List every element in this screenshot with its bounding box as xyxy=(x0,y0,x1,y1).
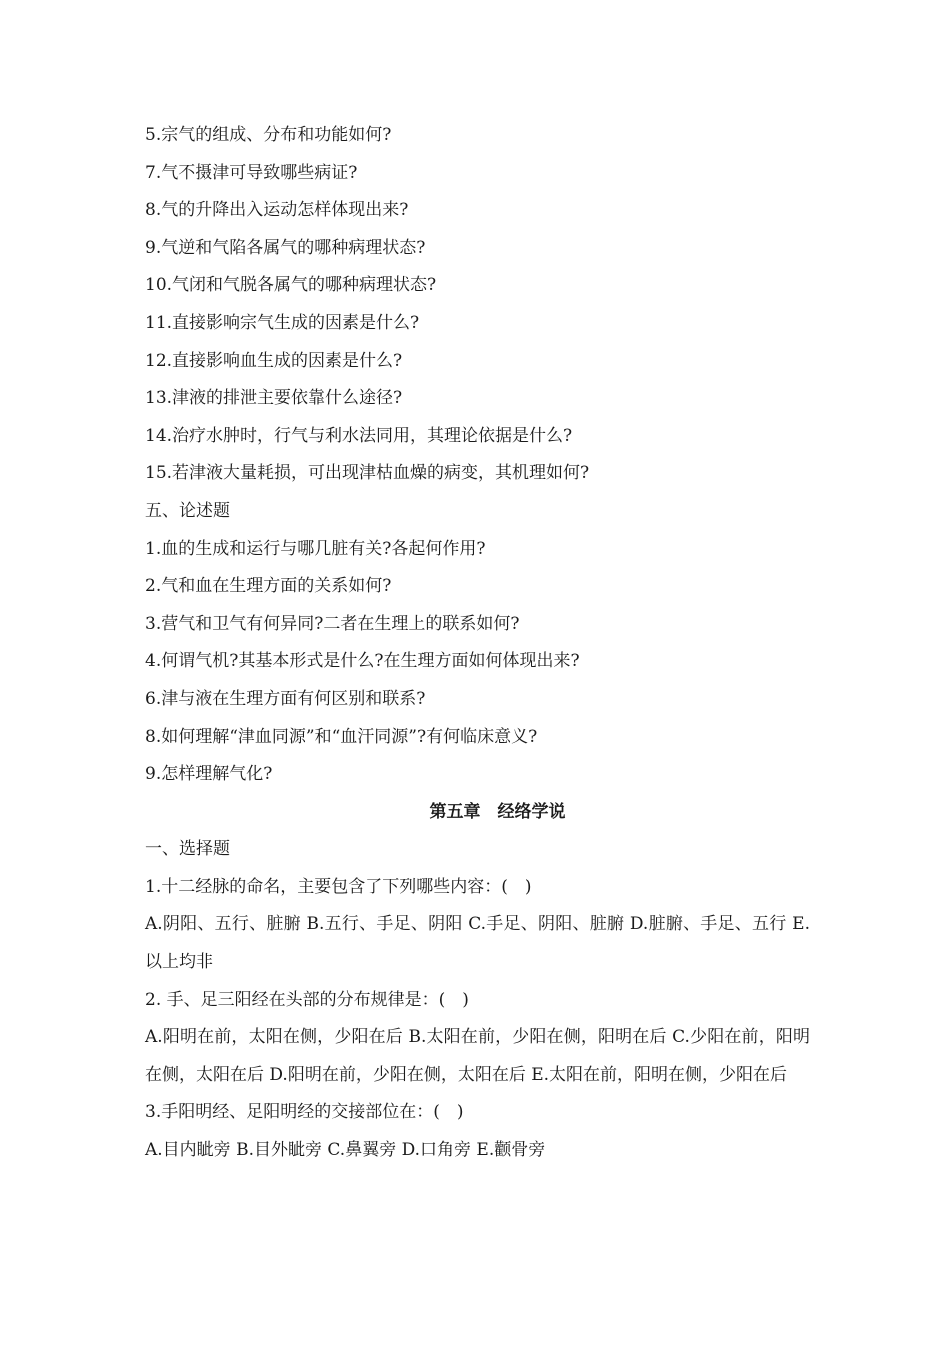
chapter-title: 第五章 经络学说 xyxy=(429,801,566,822)
essay-question: 9.怎样理解气化? xyxy=(145,764,273,785)
short-answer-question: 11.直接影响宗气生成的因素是什么? xyxy=(145,312,420,333)
short-answer-question: 13.津液的排泄主要依靠什么途径? xyxy=(145,388,403,409)
short-answer-question: 14.治疗水肿时，行气与利水法同用，其理论依据是什么? xyxy=(145,425,573,446)
short-answer-question: 10.气闭和气脱各属气的哪种病理状态? xyxy=(145,275,437,296)
short-answer-question: 12.直接影响血生成的因素是什么? xyxy=(145,350,403,371)
choice-question: 2. 手、足三阳经在头部的分布规律是：( ) xyxy=(145,989,469,1010)
short-answer-question: 9.气逆和气陷各属气的哪种病理状态? xyxy=(145,237,426,258)
essay-question: 2.气和血在生理方面的关系如何? xyxy=(145,576,392,597)
choice-options: A.目内眦旁 B.目外眦旁 C.鼻翼旁 D.口角旁 E.颧骨旁 xyxy=(145,1140,546,1161)
choice-section-heading: 一、选择题 xyxy=(145,839,230,860)
choice-options: A.阴阳、五行、脏腑 B.五行、手足、阴阳 C.手足、阴阳、脏腑 D.脏腑、手足、五行 E.以上均非 xyxy=(145,914,810,973)
essay-question: 3.营气和卫气有何异同?二者在生理上的联系如何? xyxy=(145,613,520,634)
short-answer-question: 15.若津液大量耗损，可出现津枯血燥的病变，其机理如何? xyxy=(145,463,590,484)
essay-section-heading: 五、论述题 xyxy=(145,500,230,521)
choice-question: 3.手阳明经、足阳明经的交接部位在：( ) xyxy=(145,1102,464,1123)
short-answer-question: 8.气的升降出入运动怎样体现出来? xyxy=(145,200,409,221)
short-answer-question: 5.宗气的组成、分布和功能如何? xyxy=(145,125,392,145)
essay-question: 4.何谓气机?其基本形式是什么?在生理方面如何体现出来? xyxy=(145,651,580,672)
essay-question: 1.血的生成和运行与哪几脏有关?各起何作用? xyxy=(145,538,486,559)
essay-question: 8.如何理解“津血同源”和“血汗同源”?有何临床意义? xyxy=(145,726,538,747)
page-content xyxy=(145,117,810,1170)
choice-options: A.阳明在前，太阳在侧，少阳在后 B.太阳在前，少阳在侧，阳明在后 C.少阳在前，阳明在侧，太阳在后 D.阳明在前，少阳在侧，太阳在后 E.太阳在前，阳明在侧，少阳在后 xyxy=(145,1027,810,1085)
short-answer-question: 7.气不摄津可导致哪些病证? xyxy=(145,162,358,183)
essay-question: 6.津与液在生理方面有何区别和联系? xyxy=(145,688,426,709)
choice-question: 1.十二经脉的命名，主要包含了下列哪些内容：( ) xyxy=(145,876,532,897)
